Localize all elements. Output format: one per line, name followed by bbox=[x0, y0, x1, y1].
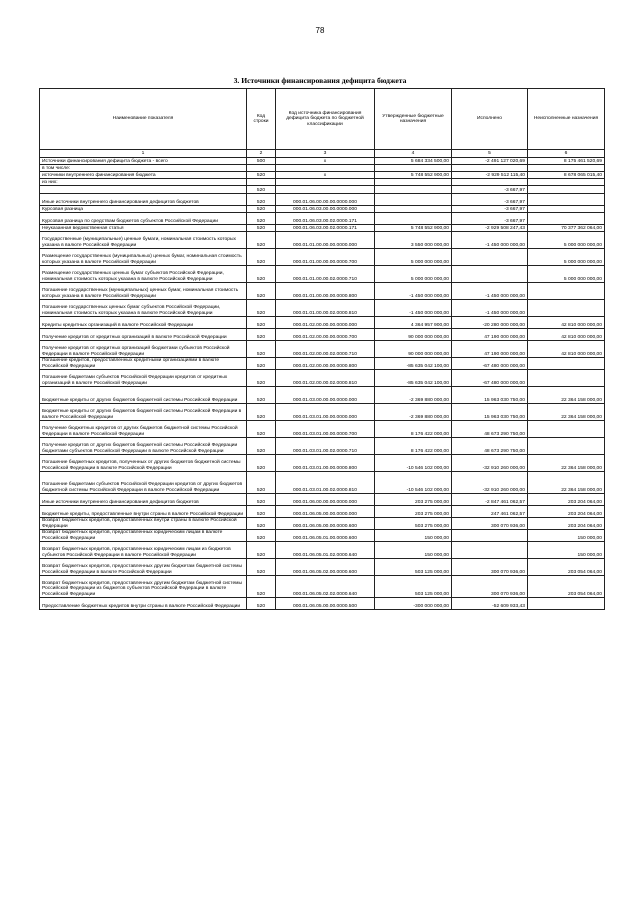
row-unexecuted bbox=[528, 165, 605, 172]
row-approved: -2 369 880 000,00 bbox=[375, 404, 452, 421]
row-line-code: 520 bbox=[247, 472, 276, 494]
row-approved: -10 546 102 000,00 bbox=[375, 455, 452, 472]
table-row bbox=[40, 165, 605, 172]
row-unexecuted bbox=[528, 283, 605, 300]
row-executed: -1 450 000 000,00 bbox=[452, 232, 528, 249]
row-name: Возврат бюджетных кредитов, предоставленных другим бюджетам бюджетной системы Российской Федерации в валюте Российской Федерации bbox=[40, 559, 247, 576]
col-header-approved: Утвержденные бюджетные назначения bbox=[375, 89, 452, 150]
row-unexecuted: 22 364 158 000,00 bbox=[528, 472, 605, 494]
row-approved: 4 364 957 900,00 bbox=[375, 317, 452, 329]
row-line-code bbox=[247, 179, 276, 186]
row-unexecuted bbox=[528, 421, 605, 438]
col-header-name: Наименование показателя bbox=[40, 89, 247, 150]
row-line-code: 520 bbox=[247, 455, 276, 472]
row-executed: -3 667,97 bbox=[452, 186, 528, 194]
row-executed: -67 480 000 000,00 bbox=[452, 358, 528, 370]
row-unexecuted: 8 175 461 520,69 bbox=[528, 158, 605, 165]
row-source-code: 000.01.06.05.00.00.0000.000 bbox=[276, 506, 375, 518]
row-line-code: 520 bbox=[247, 370, 276, 387]
row-line-code: 520 bbox=[247, 300, 276, 317]
row-unexecuted: 5 000 000 000,00 bbox=[528, 232, 605, 249]
row-source-code: 000.01.03.01.00.00.0000.800 bbox=[276, 455, 375, 472]
row-line-code: 520 bbox=[247, 404, 276, 421]
table-row bbox=[40, 542, 605, 559]
row-source-code bbox=[276, 186, 375, 194]
row-source-code: x bbox=[276, 158, 375, 165]
row-approved: -85 635 042 100,00 bbox=[375, 358, 452, 370]
row-unexecuted: 150 000,00 bbox=[528, 542, 605, 559]
row-source-code bbox=[276, 165, 375, 172]
row-line-code: 520 bbox=[247, 506, 276, 518]
row-line-code: 520 bbox=[247, 206, 276, 213]
table-row bbox=[40, 194, 605, 206]
row-approved: -1 450 000 000,00 bbox=[375, 300, 452, 317]
row-name: Бюджетные кредиты от других бюджетов бюджетной системы Российской Федерации в валюте Российской Федерации bbox=[40, 404, 247, 421]
row-line-code: 520 bbox=[247, 249, 276, 266]
table-row bbox=[40, 341, 605, 358]
row-source-code: 000.01.01.00.00.00.0000.700 bbox=[276, 249, 375, 266]
row-executed: -1 450 000 000,00 bbox=[452, 283, 528, 300]
row-unexecuted: 70 377 362 064,00 bbox=[528, 225, 605, 232]
row-source-code: 000.01.06.03.00.00.0000.000 bbox=[276, 206, 375, 213]
table-row bbox=[40, 518, 605, 530]
table-row bbox=[40, 213, 605, 225]
row-name: Кредиты кредитных организаций в валюте Российской Федерации bbox=[40, 317, 247, 329]
row-line-code: 520 bbox=[247, 283, 276, 300]
row-executed: 300 070 936,00 bbox=[452, 576, 528, 598]
table-row bbox=[40, 317, 605, 329]
table-row bbox=[40, 530, 605, 542]
row-executed bbox=[452, 266, 528, 283]
row-approved: -85 635 042 100,00 bbox=[375, 370, 452, 387]
row-name: Погашение государственных ценных бумаг субъектов Российской Федерации, номинальная стоимость которых указана в валюте Российской Федерации bbox=[40, 300, 247, 317]
row-unexecuted: 203 204 064,00 bbox=[528, 506, 605, 518]
row-executed: 47 190 000 000,00 bbox=[452, 329, 528, 341]
row-name: Погашение бюджетами субъектов Российской Федерации кредитов от кредитных организаций в валюте Российской Федерации bbox=[40, 370, 247, 387]
row-name bbox=[40, 186, 247, 194]
table-row bbox=[40, 186, 605, 194]
table-row bbox=[40, 329, 605, 341]
row-approved: 5 748 552 900,00 bbox=[375, 172, 452, 179]
row-source-code: 000.01.06.05.02.00.0000.600 bbox=[276, 559, 375, 576]
row-unexecuted: 22 364 158 000,00 bbox=[528, 387, 605, 404]
row-executed: 47 190 000 000,00 bbox=[452, 341, 528, 358]
row-name: Получение бюджетных кредитов от других бюджетов бюджетной системы Российской Федерации в валюте Российской Федерации bbox=[40, 421, 247, 438]
page-number: 78 bbox=[315, 26, 325, 35]
row-line-code: 500 bbox=[247, 158, 276, 165]
row-source-code: 000.01.06.05.01.00.0000.600 bbox=[276, 530, 375, 542]
row-approved: 3 550 000 000,00 bbox=[375, 232, 452, 249]
row-unexecuted: 42 810 000 000,00 bbox=[528, 329, 605, 341]
table-row bbox=[40, 472, 605, 494]
row-source-code: 000.01.02.00.00.02.0000.810 bbox=[276, 370, 375, 387]
row-name: Погашение бюджетных кредитов, полученных от других бюджетов бюджетной системы Российской Федерации в валюте Российской Федерации bbox=[40, 455, 247, 472]
row-line-code: 520 bbox=[247, 598, 276, 610]
row-approved: 5 684 334 500,00 bbox=[375, 158, 452, 165]
table-row bbox=[40, 206, 605, 213]
row-unexecuted bbox=[528, 438, 605, 455]
row-approved bbox=[375, 213, 452, 225]
row-approved bbox=[375, 179, 452, 186]
row-line-code: 520 bbox=[247, 494, 276, 506]
row-unexecuted: 150 000,00 bbox=[528, 530, 605, 542]
row-line-code: 520 bbox=[247, 341, 276, 358]
row-name: в том числе: bbox=[40, 165, 247, 172]
row-executed: 48 673 290 750,00 bbox=[452, 421, 528, 438]
row-name: Получение кредитов от кредитных организаций бюджетами субъектов Российской Федерации в валюте Российской Федерации bbox=[40, 341, 247, 358]
row-source-code: x bbox=[276, 172, 375, 179]
row-line-code: 520 bbox=[247, 438, 276, 455]
row-line-code: 520 bbox=[247, 266, 276, 283]
table-row bbox=[40, 370, 605, 387]
row-approved bbox=[375, 165, 452, 172]
row-source-code: 000.01.06.05.00.00.0000.500 bbox=[276, 598, 375, 610]
row-approved: -300 000 000,00 bbox=[375, 598, 452, 610]
row-source-code: 000.01.06.00.00.00.0000.000 bbox=[276, 494, 375, 506]
row-unexecuted bbox=[528, 300, 605, 317]
row-source-code bbox=[276, 179, 375, 186]
row-executed: 15 963 030 750,00 bbox=[452, 404, 528, 421]
row-approved: 5 748 552 900,00 bbox=[375, 225, 452, 232]
table-row bbox=[40, 172, 605, 179]
row-name: Получение кредитов от других бюджетов бюджетной системы Российской Федерации бюджетами субъектов Российской Федерации в валюте Российской Федерации bbox=[40, 438, 247, 455]
col-number: 3 bbox=[276, 150, 375, 158]
table-row bbox=[40, 232, 605, 249]
table-row bbox=[40, 266, 605, 283]
row-source-code: 000.01.02.00.00.00.0000.800 bbox=[276, 358, 375, 370]
row-source-code: 000.01.03.01.00.02.0000.710 bbox=[276, 438, 375, 455]
row-line-code: 520 bbox=[247, 559, 276, 576]
row-approved: -1 450 000 000,00 bbox=[375, 283, 452, 300]
row-line-code: 520 bbox=[247, 213, 276, 225]
row-approved bbox=[375, 186, 452, 194]
row-executed: 300 070 936,00 bbox=[452, 559, 528, 576]
row-executed: -3 667,97 bbox=[452, 213, 528, 225]
row-approved: -2 369 880 000,00 bbox=[375, 387, 452, 404]
row-executed: -1 450 000 000,00 bbox=[452, 300, 528, 317]
row-source-code: 000.01.02.00.00.00.0000.000 bbox=[276, 317, 375, 329]
column-number-row bbox=[40, 150, 605, 158]
row-approved: 203 275 000,00 bbox=[375, 494, 452, 506]
row-executed: -2 929 508 247,43 bbox=[452, 225, 528, 232]
row-name: Неуказанная ведомственная статья bbox=[40, 225, 247, 232]
row-name: Иные источники внутреннего финансирования дефицитов бюджетов bbox=[40, 194, 247, 206]
row-approved: -10 546 102 000,00 bbox=[375, 472, 452, 494]
row-executed: 48 673 290 750,00 bbox=[452, 438, 528, 455]
row-executed: -2 491 127 020,69 bbox=[452, 158, 528, 165]
row-executed: -2 847 461 062,57 bbox=[452, 494, 528, 506]
row-unexecuted bbox=[528, 186, 605, 194]
row-name: Получение кредитов от кредитных организаций в валюте Российской Федерации bbox=[40, 329, 247, 341]
row-source-code: 000.01.03.01.00.02.0000.810 bbox=[276, 472, 375, 494]
row-approved: 90 000 000 000,00 bbox=[375, 329, 452, 341]
row-approved: 5 000 000 000,00 bbox=[375, 266, 452, 283]
row-source-code: 000.01.06.05.01.02.0000.640 bbox=[276, 542, 375, 559]
row-line-code: 520 bbox=[247, 387, 276, 404]
row-name: Размещение государственных (муниципальных) ценных бумаг, номинальная стоимость которых указана в валюте Российской Федерации bbox=[40, 249, 247, 266]
row-name: Погашение бюджетами субъектов Российской Федерации кредитов от других бюджетов бюджетной системы Российской Федерации в валюте Российской Федерации bbox=[40, 472, 247, 494]
row-unexecuted bbox=[528, 194, 605, 206]
row-line-code: 520 bbox=[247, 530, 276, 542]
row-approved: 5 000 000 000,00 bbox=[375, 249, 452, 266]
table-row bbox=[40, 283, 605, 300]
row-name: Курсовая разница bbox=[40, 206, 247, 213]
row-source-code: 000.01.01.00.00.02.0000.810 bbox=[276, 300, 375, 317]
table-row bbox=[40, 300, 605, 317]
row-executed: -3 667,97 bbox=[452, 206, 528, 213]
row-source-code: 000.01.01.00.00.00.0000.000 bbox=[276, 232, 375, 249]
row-approved: 203 275 000,00 bbox=[375, 506, 452, 518]
row-name: Иные источники внутреннего финансирования дефицитов бюджетов bbox=[40, 494, 247, 506]
row-source-code: 000.01.06.05.02.02.0000.640 bbox=[276, 576, 375, 598]
row-unexecuted: 22 364 158 000,00 bbox=[528, 455, 605, 472]
row-line-code: 520 bbox=[247, 317, 276, 329]
col-header-line-code: Код строки bbox=[247, 89, 276, 150]
row-line-code: 520 bbox=[247, 194, 276, 206]
row-name: Возврат бюджетных кредитов, предоставленных внутри страны в валюте Российской Федерации bbox=[40, 518, 247, 530]
row-approved: 8 176 422 000,00 bbox=[375, 438, 452, 455]
row-executed: -32 910 260 000,00 bbox=[452, 472, 528, 494]
row-executed bbox=[452, 249, 528, 266]
row-source-code: 000.01.01.00.00.02.0000.710 bbox=[276, 266, 375, 283]
col-number: 6 bbox=[528, 150, 605, 158]
row-approved bbox=[375, 206, 452, 213]
row-executed: -67 480 000 000,00 bbox=[452, 370, 528, 387]
row-name: из них: bbox=[40, 179, 247, 186]
row-approved: 503 275 000,00 bbox=[375, 518, 452, 530]
row-name: Курсовая разница по средствам бюджетов субъектов Российской Федерации bbox=[40, 213, 247, 225]
row-unexecuted: 5 000 000 000,00 bbox=[528, 249, 605, 266]
row-line-code: 520 bbox=[247, 358, 276, 370]
row-unexecuted bbox=[528, 370, 605, 387]
row-executed: 15 963 030 750,00 bbox=[452, 387, 528, 404]
row-executed: -52 609 933,43 bbox=[452, 598, 528, 610]
financing-sources-table bbox=[39, 88, 605, 610]
row-source-code: 000.01.06.00.00.00.0000.000 bbox=[276, 194, 375, 206]
row-name: Государственные (муниципальные) ценные бумаги, номинальная стоимость которых указана в валюте Российской Федерации bbox=[40, 232, 247, 249]
col-number: 2 bbox=[247, 150, 276, 158]
row-line-code: 520 bbox=[247, 329, 276, 341]
table-row bbox=[40, 598, 605, 610]
row-source-code: 000.01.01.00.00.00.0000.800 bbox=[276, 283, 375, 300]
row-source-code: 000.01.03.00.00.00.0000.000 bbox=[276, 387, 375, 404]
row-approved: 150 000,00 bbox=[375, 542, 452, 559]
table-row bbox=[40, 455, 605, 472]
row-name: Погашение государственных (муниципальных) ценных бумаг, номинальная стоимость которых указана в валюте Российской Федерации bbox=[40, 283, 247, 300]
table-row bbox=[40, 506, 605, 518]
row-line-code: 520 bbox=[247, 172, 276, 179]
row-line-code bbox=[247, 165, 276, 172]
table-row bbox=[40, 358, 605, 370]
row-executed bbox=[452, 530, 528, 542]
row-source-code: 000.01.02.00.00.00.0000.700 bbox=[276, 329, 375, 341]
row-executed: -3 667,97 bbox=[452, 194, 528, 206]
row-approved: 8 176 422 000,00 bbox=[375, 421, 452, 438]
row-unexecuted: 203 054 064,00 bbox=[528, 576, 605, 598]
row-unexecuted: 5 000 000 000,00 bbox=[528, 266, 605, 283]
row-unexecuted: 203 204 064,00 bbox=[528, 518, 605, 530]
section-title: 3. Источники финансирования дефицита бюджета bbox=[233, 76, 407, 85]
row-executed: -2 929 512 115,40 bbox=[452, 172, 528, 179]
row-approved: 90 000 000 000,00 bbox=[375, 341, 452, 358]
table-row bbox=[40, 404, 605, 421]
row-source-code: 000.01.06.03.00.02.0000.171 bbox=[276, 225, 375, 232]
table-row bbox=[40, 421, 605, 438]
row-unexecuted: 42 810 000 000,00 bbox=[528, 317, 605, 329]
row-executed bbox=[452, 542, 528, 559]
row-line-code: 520 bbox=[247, 518, 276, 530]
row-unexecuted: 203 204 064,00 bbox=[528, 494, 605, 506]
row-line-code: 520 bbox=[247, 576, 276, 598]
col-number: 1 bbox=[40, 150, 247, 158]
row-name: источники внутреннего финансирования бюджета bbox=[40, 172, 247, 179]
col-header-unexecuted: Неисполненные назначения bbox=[528, 89, 605, 150]
row-executed: -20 280 000 000,00 bbox=[452, 317, 528, 329]
row-name: Размещение государственных ценных бумаг субъектов Российской Федерации, номинальная стоимость которых указана в валюте Российской Федерации bbox=[40, 266, 247, 283]
row-name: Возврат бюджетных кредитов, предоставленных другим бюджетам бюджетной системы Российской Федерации из бюджетов субъектов Российской Федерации в валюте Российской Федерации bbox=[40, 576, 247, 598]
table-header-row bbox=[40, 89, 605, 150]
row-source-code: 000.01.03.01.00.00.0000.000 bbox=[276, 404, 375, 421]
row-line-code: 520 bbox=[247, 232, 276, 249]
table-row bbox=[40, 179, 605, 186]
row-line-code: 520 bbox=[247, 542, 276, 559]
row-name: Возврат бюджетных кредитов, предоставленных юридическим лицам из бюджетов субъектов Российской Федерации в валюте Российской Федерации bbox=[40, 542, 247, 559]
row-name: Погашение кредитов, предоставленных кредитными организациями в валюте Российской Федерации bbox=[40, 358, 247, 370]
col-number: 4 bbox=[375, 150, 452, 158]
row-approved: 503 125 000,00 bbox=[375, 576, 452, 598]
row-name: Бюджетные кредиты, предоставленные внутри страны в валюте Российской Федерации bbox=[40, 506, 247, 518]
row-name: Бюджетные кредиты от других бюджетов бюджетной системы Российской Федерации bbox=[40, 387, 247, 404]
row-unexecuted bbox=[528, 179, 605, 186]
table-row bbox=[40, 158, 605, 165]
row-name: Источники финансирования дефицита бюджета - всего bbox=[40, 158, 247, 165]
row-approved: 503 125 000,00 bbox=[375, 559, 452, 576]
table-row bbox=[40, 559, 605, 576]
row-executed: 247 461 062,57 bbox=[452, 506, 528, 518]
row-name: Предоставление бюджетных кредитов внутри страны в валюте Российской Федерации bbox=[40, 598, 247, 610]
row-unexecuted bbox=[528, 358, 605, 370]
row-executed: -32 910 260 000,00 bbox=[452, 455, 528, 472]
row-unexecuted bbox=[528, 206, 605, 213]
table-row bbox=[40, 576, 605, 598]
table-row bbox=[40, 438, 605, 455]
row-executed bbox=[452, 165, 528, 172]
table-row bbox=[40, 387, 605, 404]
row-line-code: 520 bbox=[247, 225, 276, 232]
row-source-code: 000.01.03.01.00.00.0000.700 bbox=[276, 421, 375, 438]
row-line-code: 520 bbox=[247, 186, 276, 194]
col-header-executed: Исполнено bbox=[452, 89, 528, 150]
row-source-code: 000.01.06.05.00.00.0000.600 bbox=[276, 518, 375, 530]
col-number: 5 bbox=[452, 150, 528, 158]
table-body bbox=[40, 158, 605, 610]
row-source-code: 000.01.02.00.00.02.0000.710 bbox=[276, 341, 375, 358]
row-unexecuted: 203 054 064,00 bbox=[528, 559, 605, 576]
row-executed: 300 070 936,00 bbox=[452, 518, 528, 530]
row-unexecuted: 8 678 065 015,40 bbox=[528, 172, 605, 179]
row-name: Возврат бюджетных кредитов, предоставленных юридическим лицам в валюте Российской Федерации bbox=[40, 530, 247, 542]
row-unexecuted: 22 364 158 000,00 bbox=[528, 404, 605, 421]
table-row bbox=[40, 494, 605, 506]
row-source-code: 000.01.06.03.00.02.0000.171 bbox=[276, 213, 375, 225]
row-unexecuted bbox=[528, 598, 605, 610]
col-header-source-code: Код источника финансирования дефицита бюджета по бюджетной классификации bbox=[276, 89, 375, 150]
row-approved bbox=[375, 194, 452, 206]
row-executed bbox=[452, 179, 528, 186]
table-row bbox=[40, 225, 605, 232]
row-approved: 150 000,00 bbox=[375, 530, 452, 542]
row-unexecuted: 42 810 000 000,00 bbox=[528, 341, 605, 358]
row-unexecuted bbox=[528, 213, 605, 225]
row-line-code: 520 bbox=[247, 421, 276, 438]
table-row bbox=[40, 249, 605, 266]
